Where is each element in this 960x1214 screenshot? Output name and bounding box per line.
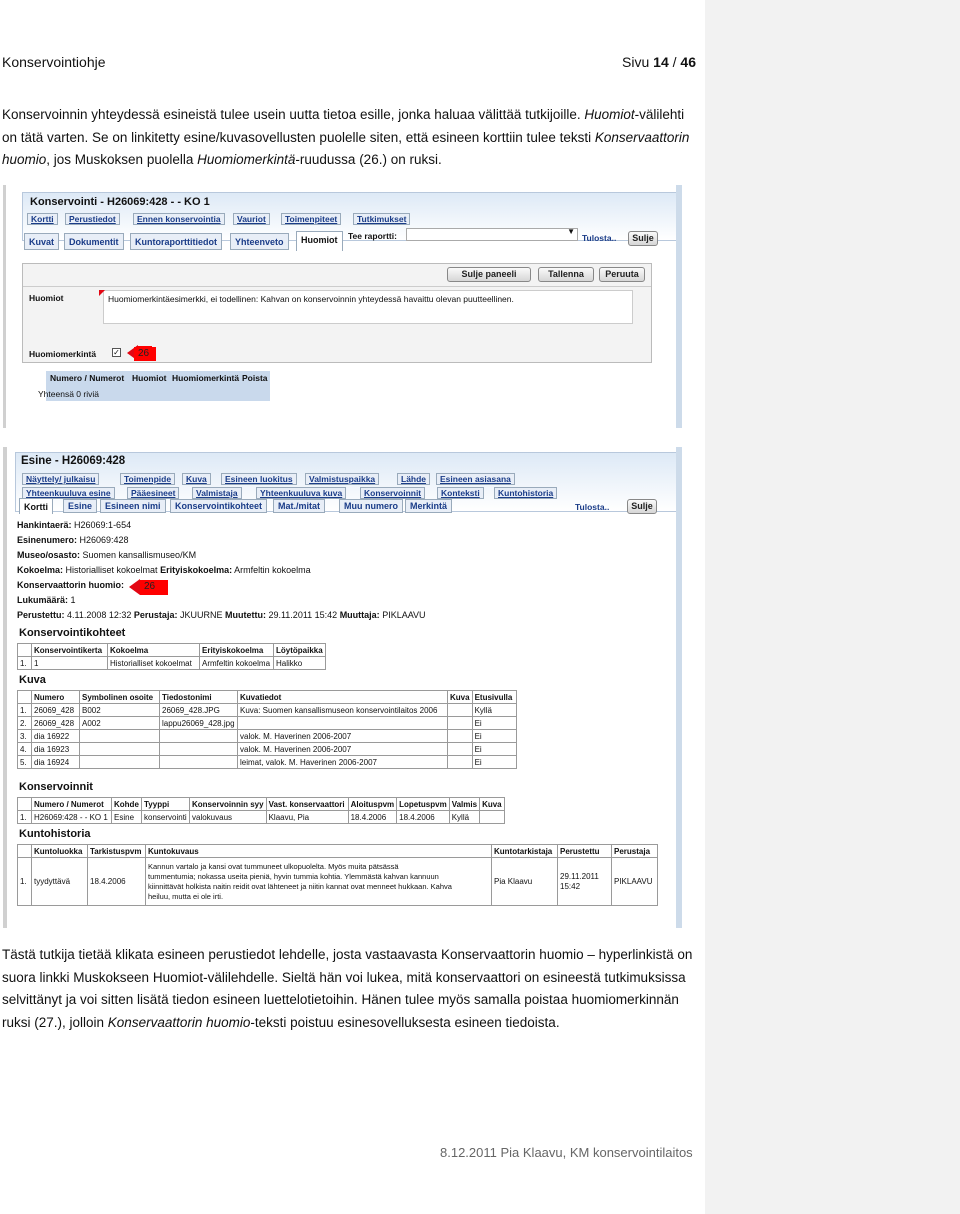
konservoinnit-table bbox=[17, 797, 505, 824]
col-vast-konservaattori: Vast. konservaattori bbox=[266, 798, 348, 811]
table-header-row bbox=[18, 845, 658, 858]
tab-lahde[interactable]: Lähde bbox=[397, 473, 430, 485]
tab-yhteenkuuluva-esine[interactable]: Yhteenkuuluva esine bbox=[22, 487, 115, 499]
page-footer: 8.12.2011 Pia Klaavu, KM konservointilaitos bbox=[440, 1145, 693, 1160]
tab-merkinta[interactable]: Merkintä bbox=[405, 499, 452, 513]
table-header-row bbox=[18, 644, 326, 657]
intro-paragraph bbox=[2, 104, 696, 172]
field-kokoelma bbox=[17, 565, 311, 575]
table-row[interactable] bbox=[18, 730, 517, 743]
cancel-button[interactable]: Peruuta bbox=[599, 267, 645, 282]
tab-tutkimukset[interactable]: Tutkimukset bbox=[353, 213, 410, 225]
cell: 1. bbox=[18, 704, 32, 717]
cell: konservointi bbox=[142, 811, 190, 824]
kuntokuvaus-line: tummentumia; nokassa useita pieniä, hyvin tummia kohtia. Ylemmästä kahvan kannuun bbox=[148, 871, 439, 881]
cell: 4. bbox=[18, 743, 32, 756]
cell: Esine bbox=[112, 811, 142, 824]
cell: 18.4.2006 bbox=[88, 858, 146, 906]
cell: Ei bbox=[472, 730, 516, 743]
huomiot-textarea[interactable] bbox=[103, 290, 633, 324]
field-perustettu bbox=[17, 610, 426, 620]
huomiot-text: Huomiomerkintäesimerkki, ei todellinen: Kahvan on konservoinnin yhteydessä havaittu olevan puutteellinen. bbox=[108, 294, 514, 304]
cell: 18.4.2006 bbox=[348, 811, 397, 824]
col-kuvatiedot: Kuvatiedot bbox=[238, 691, 448, 704]
cell: 2. bbox=[18, 717, 32, 730]
tab-yhteenkuuluva-kuva[interactable]: Yhteenkuuluva kuva bbox=[256, 487, 346, 499]
tab-kuva[interactable]: Kuva bbox=[182, 473, 211, 485]
cell: Ei bbox=[472, 717, 516, 730]
perustettu-time: 15:42 bbox=[560, 881, 581, 891]
cell bbox=[448, 743, 473, 756]
col-huomiot[interactable]: Huomiot bbox=[132, 373, 167, 383]
col-numero: Numero / Numerot bbox=[32, 798, 112, 811]
huomiot-label: Huomiot bbox=[29, 293, 64, 303]
cell bbox=[160, 730, 238, 743]
section-konservoinnit: Konservoinnit bbox=[19, 781, 93, 793]
col-etusivulla: Etusivulla bbox=[472, 691, 516, 704]
close-button[interactable]: Sulje bbox=[628, 231, 658, 246]
tab-muu-numero[interactable]: Muu numero bbox=[339, 499, 403, 513]
col-erityiskokoelma: Erityiskokoelma bbox=[200, 644, 274, 657]
screenshot-esine-kortti bbox=[3, 447, 682, 928]
cell: 3. bbox=[18, 730, 32, 743]
section-konservointikohteet: Konservointikohteet bbox=[19, 627, 126, 639]
value-museo: Suomen kansallismuseo/KM bbox=[80, 550, 197, 560]
callout-26: 26 bbox=[134, 347, 156, 361]
cell-perustettu bbox=[558, 858, 612, 906]
kuntokuvaus-line: kiinnittävät holkista naitin reidit ovat lähteneet ja niitin kannat ovat menneet hukkaan. Kahva bbox=[148, 881, 452, 891]
intro-text-2: -välilehti on tätä varten. Se on linkitetty esine/kuvasovellusten puolelle siten, että esineen korttiin tulee teksti bbox=[2, 107, 685, 145]
cell: Halikko bbox=[274, 657, 326, 670]
kuntohistoria-table bbox=[17, 844, 658, 906]
cell: Kyllä bbox=[472, 704, 516, 717]
intro-em-huomiot: Huomiot bbox=[584, 107, 635, 122]
print-link[interactable]: Tulosta.. bbox=[582, 233, 617, 243]
tab-huomiot[interactable]: Huomiot bbox=[296, 231, 343, 251]
tab-konteksti[interactable]: Konteksti bbox=[437, 487, 484, 499]
cell-kuntokuvaus bbox=[146, 858, 492, 906]
kuva-table bbox=[17, 690, 517, 769]
col-poista[interactable]: Poista bbox=[242, 373, 268, 383]
cell: Kyllä bbox=[449, 811, 479, 824]
cell[interactable]: dia 16922 bbox=[32, 730, 80, 743]
cell bbox=[238, 717, 448, 730]
label-erityiskokoelma: Erityiskokoelma: bbox=[160, 565, 233, 575]
tab-nayttely[interactable]: Näyttely/ julkaisu bbox=[22, 473, 99, 485]
cell[interactable]: 26069_428 bbox=[32, 717, 80, 730]
tab-esineen-nimi[interactable]: Esineen nimi bbox=[100, 499, 166, 513]
col-tyyppi: Tyyppi bbox=[142, 798, 190, 811]
label-museo: Museo/osasto: bbox=[17, 550, 81, 560]
label-kokoelma: Kokoelma: bbox=[17, 565, 64, 575]
cell: 1. bbox=[18, 811, 32, 824]
col-perustettu: Perustettu bbox=[558, 845, 612, 858]
col-loytopaikka: Löytöpaikka bbox=[274, 644, 326, 657]
col-kuntoluokka: Kuntoluokka bbox=[32, 845, 88, 858]
label-hankintaera: Hankintaerä: bbox=[17, 520, 72, 530]
tab-kuntohistoria[interactable]: Kuntohistoria bbox=[494, 487, 557, 499]
page-current: 14 bbox=[653, 54, 669, 70]
tab-esineen-luokitus[interactable]: Esineen luokitus bbox=[221, 473, 297, 485]
col-kuva: Kuva bbox=[480, 798, 505, 811]
cell bbox=[80, 743, 160, 756]
kuntokuvaus-line: heiluu, mutta ei ole irti. bbox=[148, 891, 224, 901]
page-separator: / bbox=[668, 54, 681, 70]
cell: lappu26069_428.jpg bbox=[160, 717, 238, 730]
col-index bbox=[18, 644, 32, 657]
esine-title: Esine - H26069:428 bbox=[21, 455, 126, 467]
tab-konservoinnit[interactable]: Konservoinnit bbox=[360, 487, 425, 499]
intro-em-huomiomerkinta: Huomiomerkintä bbox=[197, 152, 296, 168]
col-konservoinnin-syy: Konservoinnin syy bbox=[190, 798, 267, 811]
col-kuva: Kuva bbox=[448, 691, 473, 704]
cell bbox=[448, 730, 473, 743]
cell: 1. bbox=[18, 858, 32, 906]
page-total: 46 bbox=[680, 54, 696, 70]
tab-toimenpiteet[interactable]: Toimenpiteet bbox=[281, 213, 341, 225]
cell: 18.4.2006 bbox=[397, 811, 450, 824]
cell: leimat, valok. M. Haverinen 2006-2007 bbox=[238, 756, 448, 769]
value-perustettu: 4.11.2008 12:32 bbox=[64, 610, 134, 620]
cell: 5. bbox=[18, 756, 32, 769]
value-kokoelma: Historialliset kokoelmat bbox=[63, 565, 158, 575]
cell[interactable]: dia 16923 bbox=[32, 743, 80, 756]
col-kuntokuvaus: Kuntokuvaus bbox=[146, 845, 492, 858]
col-numero: Numero bbox=[32, 691, 80, 704]
col-tarkistuspvm: Tarkistuspvm bbox=[88, 845, 146, 858]
field-esinenumero bbox=[17, 535, 129, 545]
label-muutettu: Muutettu: bbox=[224, 610, 266, 620]
cell: Armfeltin kokoelma bbox=[200, 657, 274, 670]
tab-kortti[interactable]: Kortti bbox=[27, 213, 58, 225]
field-konservaattorin-huomio[interactable] bbox=[17, 580, 124, 590]
col-huomiomerkinta[interactable]: Huomiomerkintä bbox=[172, 373, 240, 383]
cell: Klaavu, Pia bbox=[266, 811, 348, 824]
table-header-row bbox=[18, 798, 505, 811]
col-tiedostonimi: Tiedostonimi bbox=[160, 691, 238, 704]
tab-kuvat[interactable]: Kuvat bbox=[24, 233, 59, 250]
callout-26: 26 bbox=[140, 580, 168, 595]
tab-valmistaja[interactable]: Valmistaja bbox=[192, 487, 242, 499]
outro-paragraph bbox=[2, 944, 698, 1035]
field-hankintaera bbox=[17, 520, 131, 530]
value-perustaja: JKUURNE bbox=[177, 610, 225, 620]
cell bbox=[80, 730, 160, 743]
table-row[interactable] bbox=[18, 717, 517, 730]
close-panel-button[interactable]: Sulje paneeli bbox=[447, 267, 531, 282]
divider bbox=[23, 286, 651, 287]
required-marker bbox=[99, 290, 105, 296]
screenshot-konservointi-huomiot bbox=[3, 185, 682, 428]
col-konservointikerta: Konservointikerta bbox=[32, 644, 108, 657]
cell: A002 bbox=[80, 717, 160, 730]
table-row[interactable] bbox=[18, 756, 517, 769]
value-hankintaera: H26069:1-654 bbox=[71, 520, 132, 530]
col-index bbox=[18, 798, 32, 811]
col-kokoelma: Kokoelma bbox=[108, 644, 200, 657]
intro-text-4: -ruudussa (26.) on ruksi. bbox=[295, 152, 442, 168]
kuntokuvaus-line: Kannun vartalo ja kansi ovat tummuneet ulkopuolelta. Myös muita pätsässä bbox=[148, 861, 399, 871]
cell: 26069_428.JPG bbox=[160, 704, 238, 717]
konservaattorin-huomio-link[interactable]: Konservaattorin huomio: bbox=[17, 580, 125, 590]
intro-text-3: , jos Muskoksen puolella bbox=[46, 152, 198, 168]
cell: 1. bbox=[18, 657, 32, 670]
tab-esine[interactable]: Esine bbox=[63, 499, 97, 513]
konservointikohteet-table bbox=[17, 643, 326, 670]
cell: valokuvaus bbox=[190, 811, 267, 824]
table-row[interactable] bbox=[18, 811, 505, 824]
document-title: Konservointiohje bbox=[2, 54, 106, 70]
tab-ennen-konservointia[interactable]: Ennen konservointia bbox=[133, 213, 225, 225]
cell[interactable]: 1 bbox=[32, 657, 108, 670]
close-button[interactable]: Sulje bbox=[627, 499, 657, 514]
tab-esineen-asiasana[interactable]: Esineen asiasana bbox=[436, 473, 515, 485]
huomiot-panel bbox=[22, 263, 652, 363]
value-esinenumero: H26069:428 bbox=[77, 535, 129, 545]
cell: tyydyttävä bbox=[32, 858, 88, 906]
value-lukumaara: 1 bbox=[68, 595, 76, 605]
cell bbox=[160, 743, 238, 756]
field-lukumaara bbox=[17, 595, 76, 605]
huomiomerkinta-label: Huomiomerkintä bbox=[29, 349, 97, 359]
cell: Ei bbox=[472, 743, 516, 756]
cell: Ei bbox=[472, 756, 516, 769]
cell: Kuva: Suomen kansallismuseon konservointilaitos 2006 bbox=[238, 704, 448, 717]
cell: Historialliset kokoelmat bbox=[108, 657, 200, 670]
tab-valmistuspaikka[interactable]: Valmistuspaikka bbox=[305, 473, 379, 485]
outro-em-konservaattorin-huomio: Konservaattorin huomio bbox=[107, 1015, 251, 1031]
konservointi-title: Konservointi - H26069:428 - - KO 1 bbox=[30, 196, 210, 208]
tab-vauriot[interactable]: Vauriot bbox=[233, 213, 270, 225]
cell[interactable]: dia 16924 bbox=[32, 756, 80, 769]
cell bbox=[80, 756, 160, 769]
col-valmis: Valmis bbox=[449, 798, 479, 811]
tab-mat-mitat[interactable]: Mat./mitat bbox=[273, 499, 325, 513]
outro-text-1: Tästä tutkija tietää klikata esineen perustiedot lehdelle, josta vastaavasta Konservaattorin huomio – hyperlinkistä on suora linkki Muskokseen Huomiot-välilehdelle. Sieltä hän voi lukea, mitä konservaattori on esineestä tutkimuksissa selvittänyt ja voi sitten lisätä tiedon esineen luettelotietoihin. Hänen tulee myös samalla poistaa huomiomerkinnän ruksi (27.), jolloin bbox=[2, 947, 693, 1031]
table-header-row bbox=[18, 691, 517, 704]
tab-kortti[interactable]: Kortti bbox=[19, 498, 53, 514]
cell: B002 bbox=[80, 704, 160, 717]
dropdown-arrow-icon: ▼ bbox=[567, 227, 575, 236]
value-muuttaja: PIKLAAVU bbox=[379, 610, 426, 620]
section-kuntohistoria: Kuntohistoria bbox=[19, 828, 91, 840]
perustettu-date: 29.11.2011 bbox=[560, 871, 599, 881]
cell: PIKLAAVU bbox=[612, 858, 658, 906]
table-row[interactable] bbox=[18, 858, 658, 906]
right-margin-panel bbox=[705, 0, 960, 1214]
print-link[interactable]: Tulosta.. bbox=[575, 502, 610, 512]
tab-perustiedot[interactable]: Perustiedot bbox=[65, 213, 120, 225]
table-row[interactable] bbox=[18, 743, 517, 756]
cell bbox=[480, 811, 505, 824]
cell bbox=[160, 756, 238, 769]
section-kuva: Kuva bbox=[19, 674, 46, 686]
col-index bbox=[18, 845, 32, 858]
table-row[interactable] bbox=[18, 704, 517, 717]
page-number bbox=[622, 54, 696, 70]
table-row[interactable] bbox=[18, 657, 326, 670]
save-button[interactable]: Tallenna bbox=[538, 267, 594, 282]
tab-konservointikohteet[interactable]: Konservointikohteet bbox=[170, 499, 267, 513]
label-lukumaara: Lukumäärä: bbox=[17, 595, 69, 605]
page-prefix: Sivu bbox=[622, 54, 654, 70]
cell bbox=[448, 756, 473, 769]
col-kohde: Kohde bbox=[112, 798, 142, 811]
huomiot-grid bbox=[38, 371, 270, 401]
field-museo bbox=[17, 550, 196, 560]
cell[interactable]: 26069_428 bbox=[32, 704, 80, 717]
col-perustaja: Perustaja bbox=[612, 845, 658, 858]
tab-kuntoraporttitiedot[interactable]: Kuntoraporttitiedot bbox=[130, 233, 222, 250]
col-kuntotarkistaja: Kuntotarkistaja bbox=[492, 845, 558, 858]
report-label: Tee raportti: bbox=[348, 231, 397, 241]
huomiomerkinta-checkbox[interactable]: ✓ bbox=[113, 348, 120, 357]
callout-arrow-icon bbox=[129, 579, 140, 595]
tab-dokumentit[interactable]: Dokumentit bbox=[64, 233, 124, 250]
col-symbolinen-osoite: Symbolinen osoite bbox=[80, 691, 160, 704]
page-header bbox=[2, 54, 696, 72]
tab-paaesineet[interactable]: Pääesineet bbox=[127, 487, 179, 499]
tab-yhteenveto[interactable]: Yhteenveto bbox=[230, 233, 289, 250]
col-lopetuspvm: Lopetuspvm bbox=[397, 798, 450, 811]
label-perustettu: Perustettu: bbox=[17, 610, 65, 620]
label-esinenumero: Esinenumero: bbox=[17, 535, 78, 545]
cell: valok. M. Haverinen 2006-2007 bbox=[238, 730, 448, 743]
row-count: Yhteensä 0 riviä bbox=[38, 389, 99, 399]
col-aloituspvm: Aloituspvm bbox=[348, 798, 397, 811]
label-muuttaja: Muuttaja: bbox=[339, 610, 380, 620]
outro-text-2: -teksti poistuu esinesovelluksesta esineen tiedoista. bbox=[250, 1015, 560, 1031]
cell[interactable]: H26069:428 - - KO 1 bbox=[32, 811, 112, 824]
cell: valok. M. Haverinen 2006-2007 bbox=[238, 743, 448, 756]
tab-toimenpide[interactable]: Toimenpide bbox=[120, 473, 175, 485]
intro-em-konservaattorin-huomio: Konservaattorin huomio bbox=[2, 129, 690, 168]
intro-text-1: Konservoinnin yhteydessä esineistä tulee usein uutta tietoa esille, jonka haluaa välittää tutkijoille. bbox=[2, 107, 585, 122]
cell bbox=[448, 704, 473, 717]
value-erityiskokoelma: Armfeltin kokoelma bbox=[232, 565, 311, 575]
col-index bbox=[18, 691, 32, 704]
label-perustaja: Perustaja: bbox=[133, 610, 178, 620]
report-select[interactable] bbox=[406, 228, 578, 241]
value-muutettu: 29.11.2011 15:42 bbox=[265, 610, 340, 620]
cell bbox=[448, 717, 473, 730]
col-numero[interactable]: Numero / Numerot bbox=[50, 373, 125, 383]
cell: Pia Klaavu bbox=[492, 858, 558, 906]
